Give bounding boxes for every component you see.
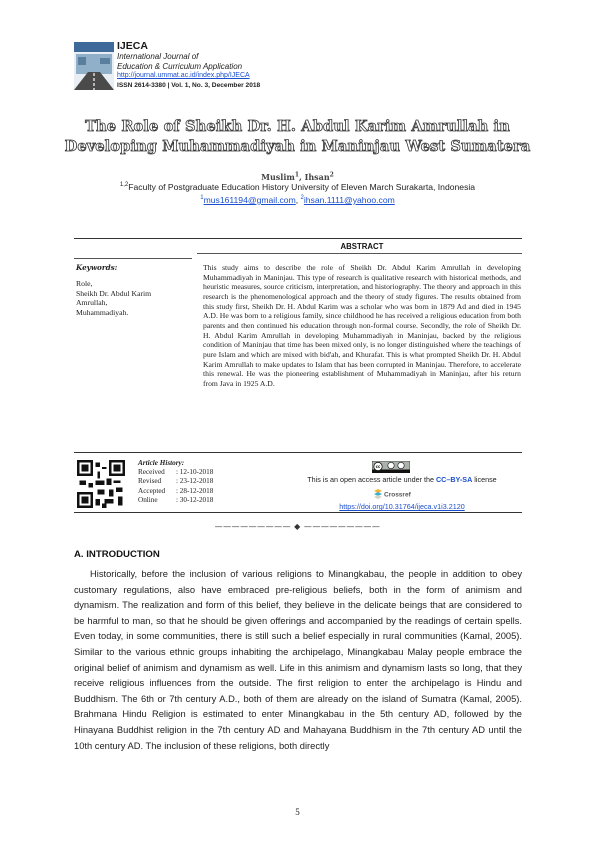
email-separator: , — [295, 195, 301, 205]
history-label: Received — [138, 468, 165, 477]
license-link[interactable]: CC–BY-SA — [435, 475, 473, 484]
introduction-paragraph: Historically, before the inclusion of various religions to Minangkabau, the people in addition to obey customary regulations, also have embraced pre-religious beliefs, both in the form of animism and dynamism. The realization and form of this belief, they believe in the delicate beings that are considered to be harmful to man, so that he should be given offerings and accompanied by the readings of certain spells. Even today, in some communities, there is still such a belief especially in rural communities (Kamal, 2005). Similar to the various ethnic groups inhabiting the archipelago, Minangkabau Malay people embrace the original belief of animism and dynamism as well. Life in this animism and dynamism lasts so long, that they receive religious influences from the outside. The first religion to enter the archipelago is Hindu and Buddhism. The 6th or 7th century A.D., both of them are already on the island of Sumatra (Kamal, 2005). Brahmana Hindu Religion is estimated to enter Minangkabau in the 5th century AD, followed by the Hinayana Buddhist religion in the 7th century AD and Mahayana Buddhism in the 7th century AD until the 10th century AD. The inclusion of these religions, both directly — [74, 569, 522, 751]
journal-issn: ISSN 2614-3380 | Vol. 1, No. 3, December 2018 — [117, 82, 261, 89]
qr-code-icon — [77, 460, 125, 508]
history-heading: Article History: — [138, 459, 185, 467]
history-row — [138, 477, 213, 486]
affiliation-sup: 1,2 — [119, 182, 129, 189]
author-2: Ihsan — [304, 172, 330, 182]
page-number: 5 — [295, 807, 300, 817]
history-label: Online — [138, 495, 158, 504]
abstract-heading: ABSTRACT — [340, 242, 384, 251]
keyword-item: Sheikh Dr. Abdul Karim — [76, 288, 152, 298]
email-2-sup: 2 — [300, 195, 304, 202]
license-prefix: This is an open access article under the — [307, 475, 436, 484]
keywords-list — [76, 279, 194, 317]
cc-by-sa-badge-icon — [372, 461, 410, 473]
history-row — [138, 468, 213, 477]
abstract-heading-rule — [197, 253, 522, 254]
author-emails — [0, 195, 595, 205]
affiliation — [0, 182, 595, 192]
history-row — [138, 487, 213, 496]
license-statement — [282, 475, 522, 484]
history-value: : 23-12-2018 — [176, 477, 214, 486]
history-row — [138, 496, 213, 505]
journal-name-line-1: International Journal of — [117, 52, 199, 61]
journal-url-link[interactable]: http://journal.ummat.ac.id/index.php/IJECA — [117, 72, 250, 79]
keywords-heading: Keywords: — [76, 263, 118, 272]
keyword-item: Muhammadiyah. — [76, 307, 129, 317]
history-value: : 28-12-2018 — [176, 486, 214, 495]
abstract-top-rule — [74, 238, 522, 239]
journal-name-line-2: Education & Curriculum Application — [117, 61, 243, 71]
author-2-sup: 2 — [329, 171, 334, 179]
journal-logo-icon — [74, 42, 114, 90]
keyword-item: Role, — [76, 279, 93, 288]
journal-masthead — [74, 40, 334, 104]
journal-abbr: IJECA — [117, 40, 148, 52]
history-value: : 12-10-2018 — [176, 468, 214, 477]
history-label: Accepted — [138, 486, 166, 495]
keywords-top-rule — [74, 258, 192, 259]
article-history — [138, 459, 213, 505]
email-1-link[interactable]: mus161194@gmail.com — [203, 195, 296, 205]
doi-link[interactable]: https://doi.org/10.31764/ijeca.v1i3.2120 — [339, 502, 465, 511]
keyword-item: Amrullah, — [76, 298, 108, 308]
history-bottom-rule — [74, 512, 522, 513]
email-1-sup: 1 — [200, 195, 204, 202]
history-label: Revised — [138, 477, 162, 486]
affiliation-text: Faculty of Postgraduate Education History University of Eleven March Surakarta, Indonesia — [128, 182, 476, 192]
crossref-logo-icon — [374, 489, 418, 499]
crossref-label: Crossref — [384, 491, 411, 499]
author-separator: , — [299, 172, 305, 182]
abstract-text: This study aims to describe the role of Sheikh Dr. Abdul Karim Amrullah in developing Muhammadiyah in Maninjau. This type of research is qualitative research with historical methods, and heuristic measures, source criticism, interpretation, and historiography. The theory and approach in this research is the phenomenological approach and the theory of study figures. The results obtained from this study first, Sheikh Dr. H. Abdul Karim was a scholar who was born in 1879 Ad and died in 1945 A.D. He was born to a religious family, since childhood he has received a religious education from both parents and then continued his education through non-formal course. Secondly, the role of Sheikh Dr. H. Abdul Karim Amrullah in developing Muhammadiyah in Maninjau, backed by the religious condition of Maninjau that time has been mixed only, is no longer distinguished where the teachings of pure Islam and which are mixed with bid'ah, and Khurafat. This is what prompted Sheikh Dr. H. Abdul Karim Amrullah to make updates to Islam that has been corrupted in Maninjau. Therefore, to accelerate this renewal. He was the pioneering establishment of Muhammadiyah in Maninjau, after his return from Java in 1925 A.D. — [203, 263, 521, 388]
author-1-sup: 1 — [294, 171, 300, 179]
svg-text:cc: cc — [375, 464, 381, 469]
author-1: Muslim — [261, 172, 295, 182]
abstract-bottom-rule — [74, 452, 522, 453]
article-title: The Role of Sheikh Dr. H. Abdul Karim Amrullah in Developing Muhammadiyah in Maninjau West Sumatera — [64, 118, 531, 155]
email-2-link[interactable]: ihsan.1111@yahoo.com — [303, 195, 395, 205]
article-authors — [0, 172, 595, 182]
section-heading-introduction: A. INTRODUCTION — [74, 549, 160, 560]
history-value: : 30-12-2018 — [176, 495, 214, 504]
section-divider: ————————— ◆ ————————— — [214, 522, 381, 531]
license-suffix: license — [472, 475, 497, 484]
